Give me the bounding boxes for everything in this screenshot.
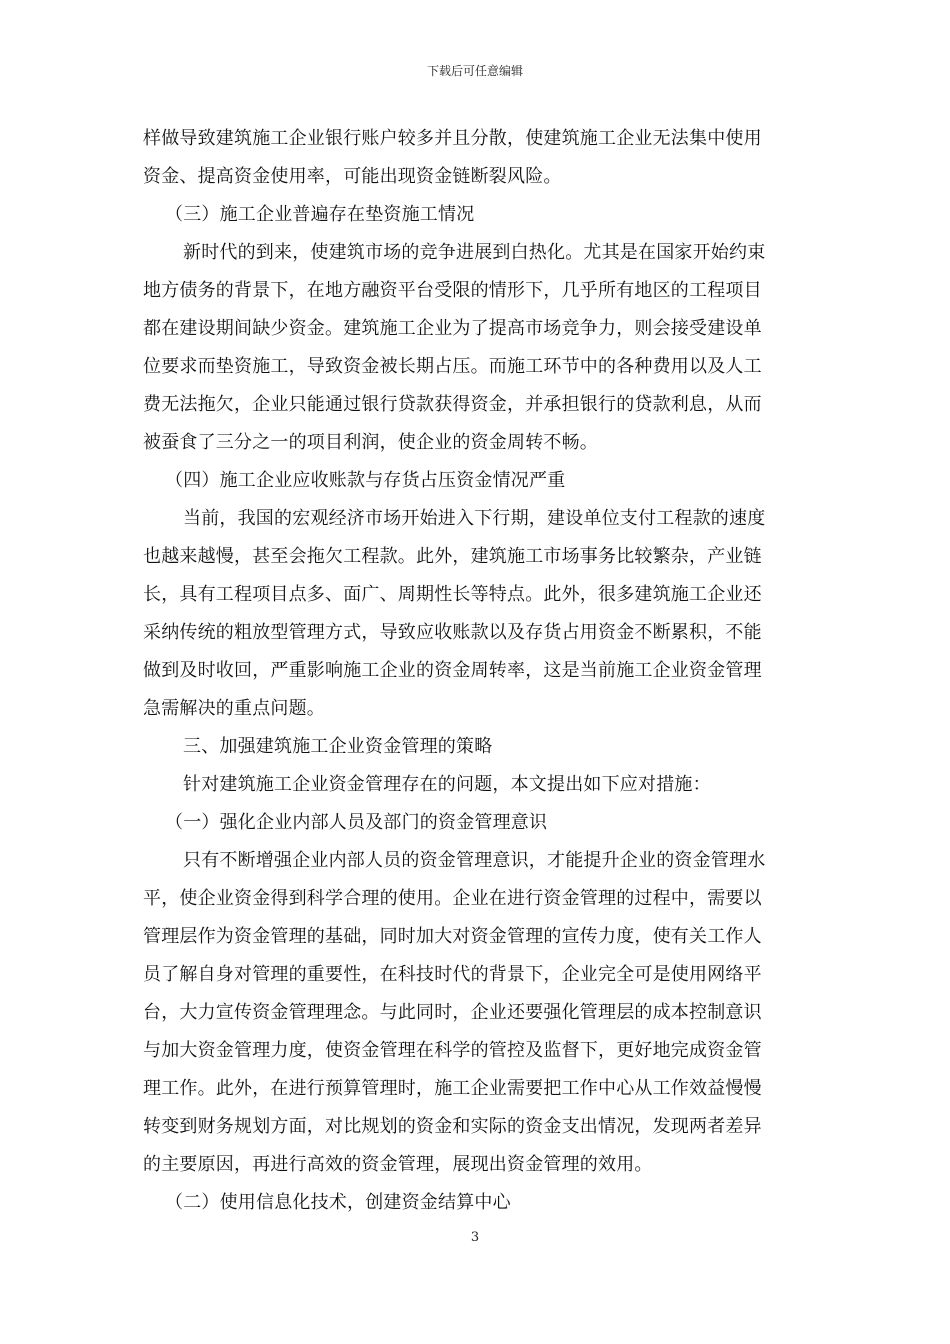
text-line: 管理层作为资金管理的基础，同时加大对资金管理的宣传力度，使有关工作人 (143, 926, 762, 947)
text-line: 与加大资金管理力度，使资金管理在科学的管控及监督下，更好地完成资金管 (143, 1040, 762, 1061)
text-line: 急需解决的重点问题。 (143, 698, 325, 719)
text-line: 的主要原因，再进行高效的资金管理，展现出资金管理的效用。 (143, 1154, 653, 1175)
document-body (143, 120, 810, 1222)
section-heading: （二）使用信息化技术，创建资金结算中心 (165, 1192, 511, 1213)
section-heading: （一）强化企业内部人员及部门的资金管理意识 (165, 812, 548, 833)
section-heading: （三）施工企业普遍存在垫资施工情况 (165, 204, 475, 225)
text-line: 理工作。此外，在进行预算管理时，施工企业需要把工作中心从工作效益慢慢 (143, 1078, 762, 1099)
chapter-heading: 三、加强建筑施工企业资金管理的策略 (183, 736, 493, 757)
page-number: 3 (470, 1230, 480, 1245)
section-heading: （四）施工企业应收账款与存货占压资金情况严重 (165, 470, 566, 491)
paragraph-start: 新时代的到来，使建筑市场的竞争进展到白热化。尤其是在国家开始约束 (183, 242, 766, 263)
text-line: 位要求而垫资施工，导致资金被长期占压。而施工环节中的各种费用以及人工 (143, 356, 762, 377)
text-line: 资金、提高资金使用率，可能出现资金链断裂风险。 (143, 166, 562, 187)
text-line: 被蚕食了三分之一的项目利润，使企业的资金周转不畅。 (143, 432, 598, 453)
text-line: 平，使企业资金得到科学合理的使用。企业在进行资金管理的过程中，需要以 (143, 888, 762, 909)
text-line: 也越来越慢，甚至会拖欠工程款。此外，建筑施工市场事务比较繁杂，产业链 (143, 546, 762, 567)
text-line: 做到及时收回，严重影响施工企业的资金周转率，这是当前施工企业资金管理 (143, 660, 762, 681)
page-header: 下载后可任意编辑 (426, 64, 523, 78)
text-line: 员了解自身对管理的重要性，在科技时代的背景下，企业完全可是使用网络平 (143, 964, 762, 985)
text-line: 地方债务的背景下，在地方融资平台受限的情形下，几乎所有地区的工程项目 (143, 280, 762, 301)
paragraph-start: 当前，我国的宏观经济市场开始进入下行期，建设单位支付工程款的速度 (183, 508, 766, 529)
text-line: 转变到财务规划方面，对比规划的资金和实际的资金支出情况，发现两者差异 (143, 1116, 762, 1137)
paragraph-start: 针对建筑施工企业资金管理存在的问题，本文提出如下应对措施： (183, 774, 711, 795)
text-line: 采纳传统的粗放型管理方式，导致应收账款以及存货占用资金不断累积，不能 (143, 622, 762, 643)
text-line: 费无法拖欠，企业只能通过银行贷款获得资金，并承担银行的贷款利息，从而 (143, 394, 762, 415)
text-line: 长，具有工程项目点多、面广、周期性长等特点。此外，很多建筑施工企业还 (143, 584, 762, 605)
paragraph-start: 只有不断增强企业内部人员的资金管理意识，才能提升企业的资金管理水 (183, 850, 766, 871)
text-line: 台，大力宣传资金管理理念。与此同时，企业还要强化管理层的成本控制意识 (143, 1002, 762, 1023)
text-line: 样做导致建筑施工企业银行账户较多并且分散，使建筑施工企业无法集中使用 (143, 128, 762, 149)
text-line: 都在建设期间缺少资金。建筑施工企业为了提高市场竞争力，则会接受建设单 (143, 318, 762, 339)
